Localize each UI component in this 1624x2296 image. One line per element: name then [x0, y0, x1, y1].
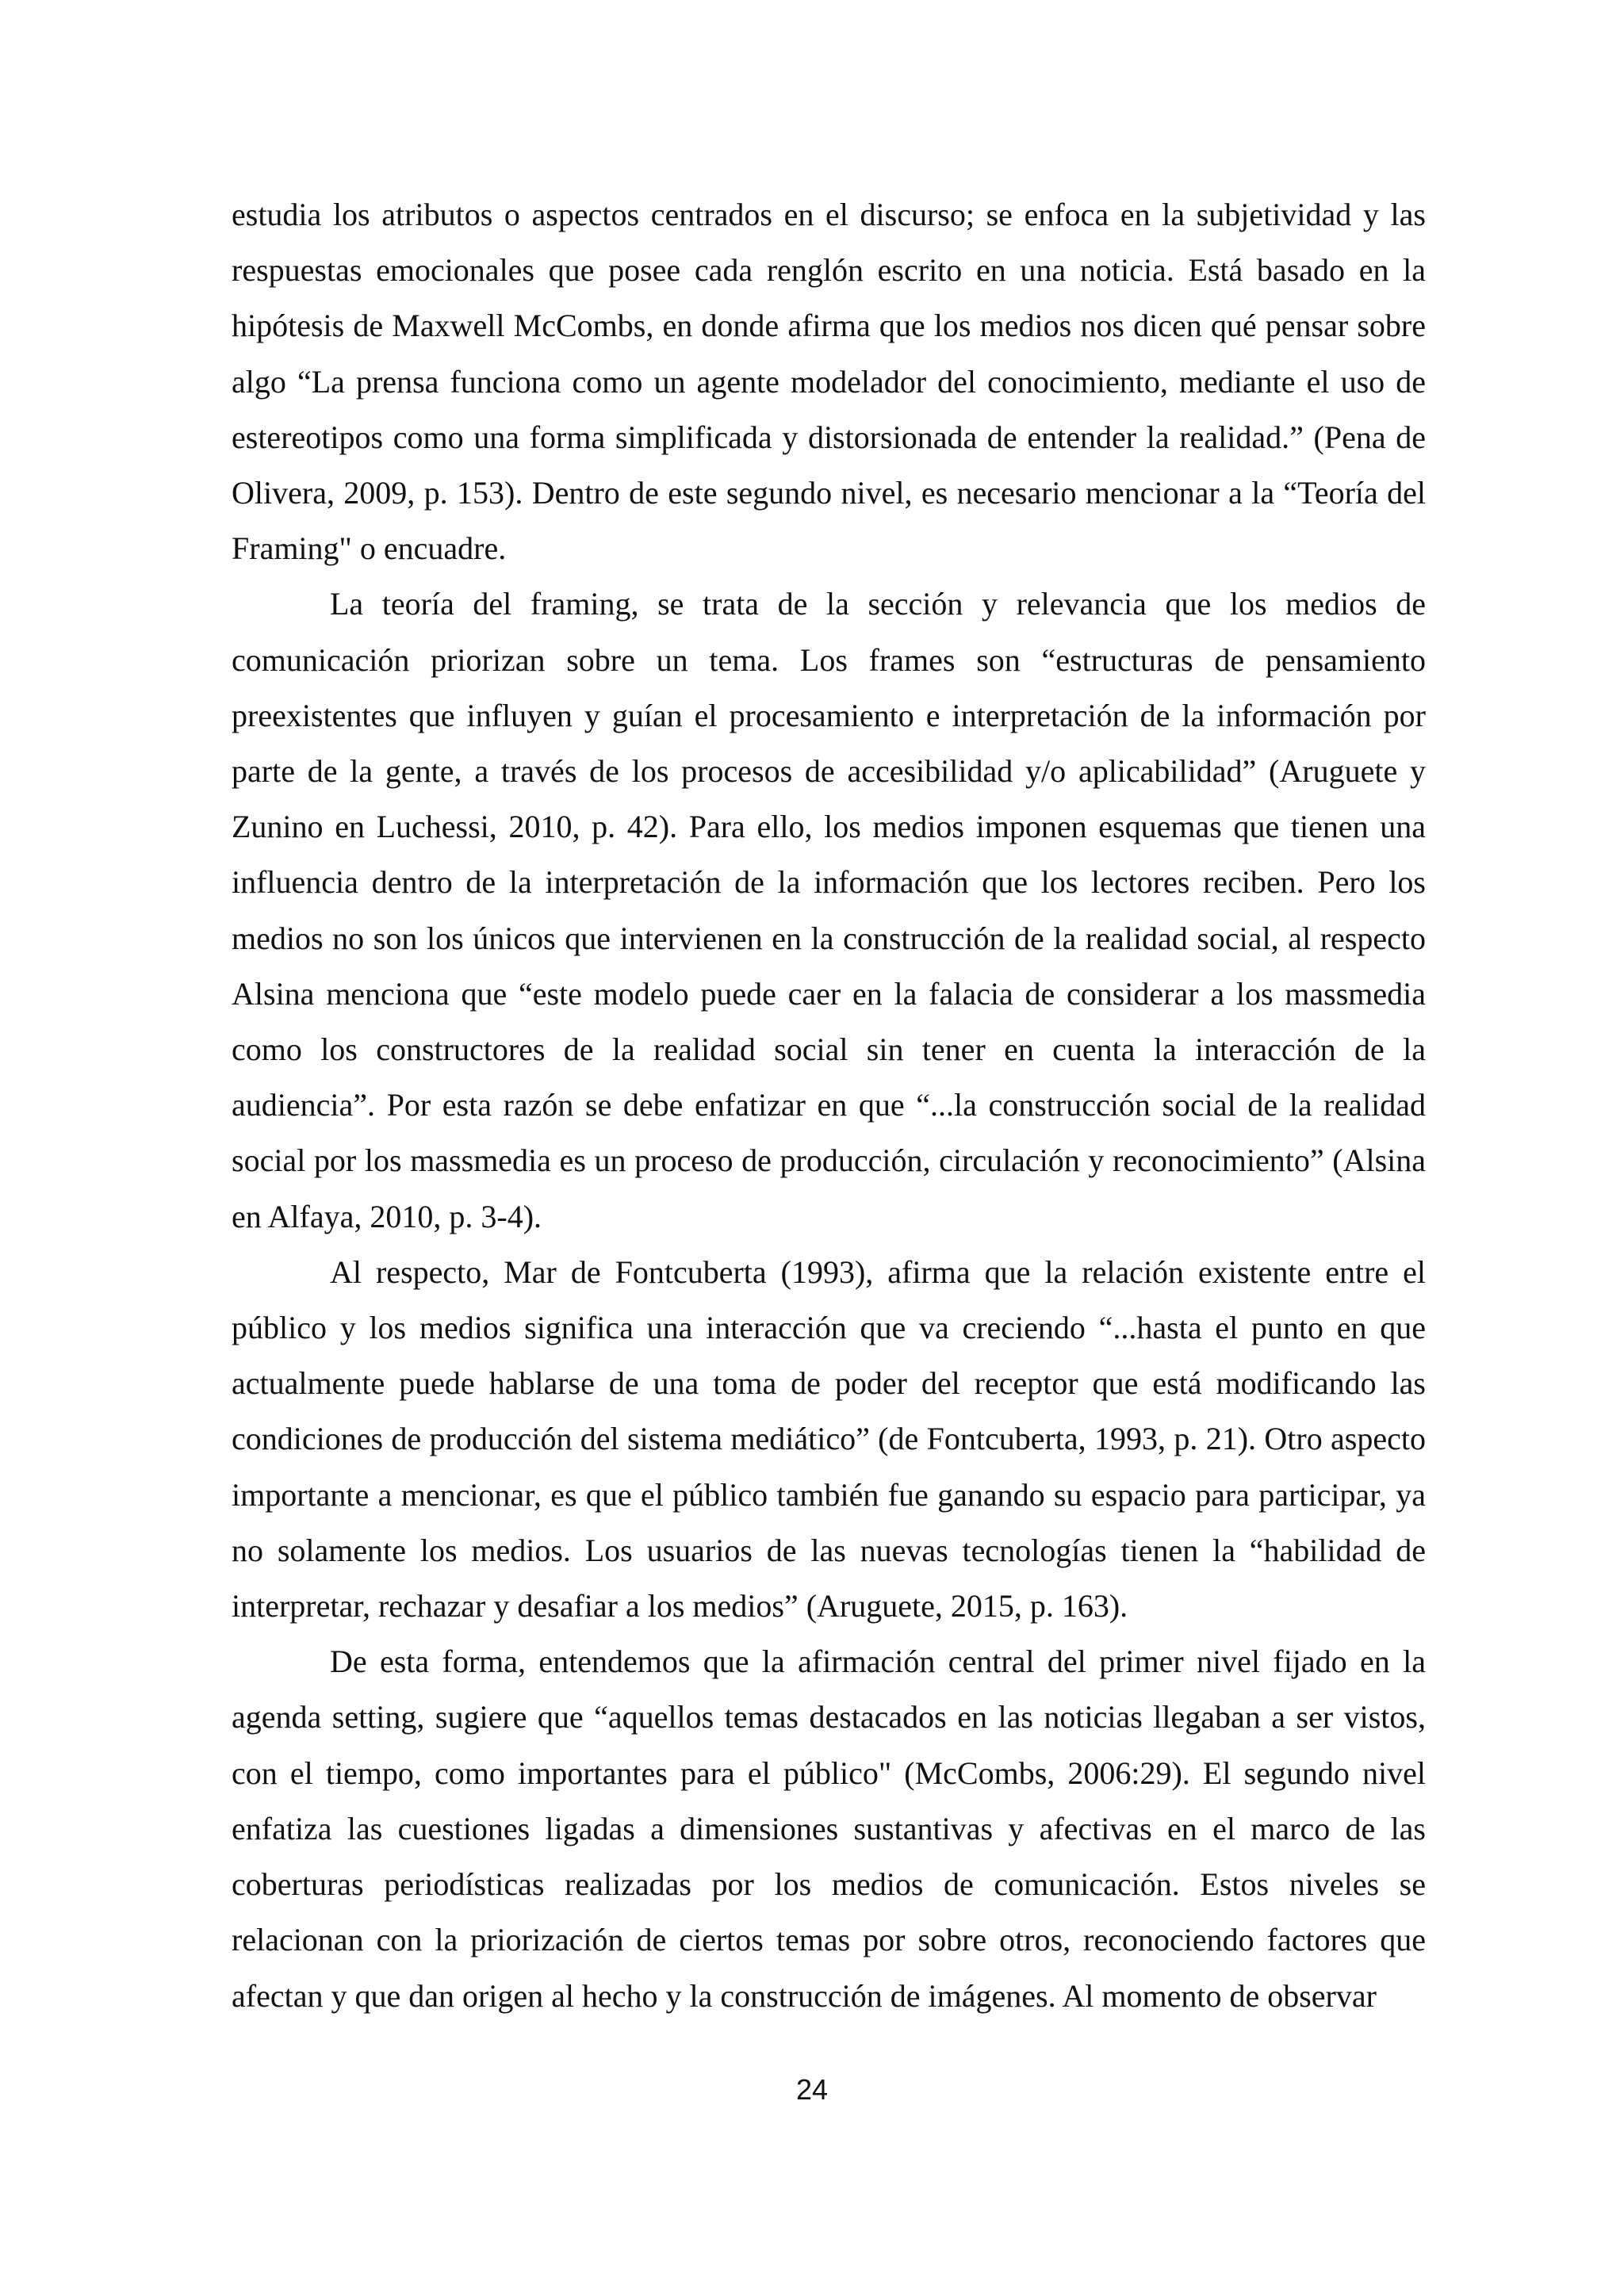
paragraph-continuation: estudia los atributos o aspectos centrados en el discurso; se enfoca en la subjetividad y las respuestas emocionales que posee cada renglón escrito en una noticia. Está basado en la hipótesis de Maxwell McCombs, en donde afirma que los medios nos dicen qué pensar sobre algo “La prensa funciona como un agente modelador del conocimiento, mediante el uso de estereotipos como una forma simplificada y distorsionada de entender la realidad.” (Pena de Olivera, 2009, p. 153). Dentro de este segundo nivel, es necesario mencionar a la “Teoría del Framing" o encuadre.	[232, 197, 1426, 567]
paragraph-framing-theory: La teoría del framing, se trata de la sección y relevancia que los medios de comunicación priorizan sobre un tema. Los frames son “estructuras de pensamiento preexistentes que influyen y guían el procesamiento e interpretación de la información por parte de la gente, a través de los procesos de accesibilidad y/o aplicabilidad” (Aruguete y Zunino en Luchessi, 2010, p. 42). Para ello, los medios imponen esquemas que tienen una influencia dentro de la interpretación de la información que los lectores reciben. Pero los medios no son los únicos que intervienen en la construcción de la realidad social, al respecto Alsina menciona que “este modelo puede caer en la falacia de considerar a los massmedia como los constructores de la realidad social sin tener en cuenta la interacción de la audiencia”. Por esta razón se debe enfatizar en que “...la construcción social de la realidad social por los massmedia es un proceso de producción, circulación y reconocimiento” (Alsina en Alfaya, 2010, p. 3-4).	[232, 586, 1426, 1234]
paragraph-agenda-setting: De esta forma, entendemos que la afirmación central del primer nivel fijado en la agenda setting, sugiere que “aquellos temas destacados en las noticias llegaban a ser vistos, con el tiempo, como importantes para el público" (McCombs, 2006:29). El segundo nivel enfatiza las cuestiones ligadas a dimensiones sustantivas y afectivas en el marco de las coberturas periodísticas realizadas por los medios de comunicación. Estos niveles se relacionan con la priorización de ciertos temas por sobre otros, reconociendo factores que afectan y que dan origen al hecho y la construcción de imágenes. Al momento de observar	[232, 1644, 1426, 2014]
body-text	[232, 187, 1426, 2024]
paragraph-fontcuberta: Al respecto, Mar de Fontcuberta (1993), afirma que la relación existente entre el público y los medios significa una interacción que va creciendo “...hasta el punto en que actualmente puede hablarse de una toma de poder del receptor que está modificando las condiciones de producción del sistema mediático” (de Fontcuberta, 1993, p. 21). Otro aspecto importante a mencionar, es que el público también fue ganando su espacio para participar, ya no solamente los medios. Los usuarios de las nuevas tecnologías tienen la “habilidad de interpretar, rechazar y desafiar a los medios” (Aruguete, 2015, p. 163).	[232, 1253, 1426, 1624]
page-number: 24	[795, 2073, 829, 2106]
